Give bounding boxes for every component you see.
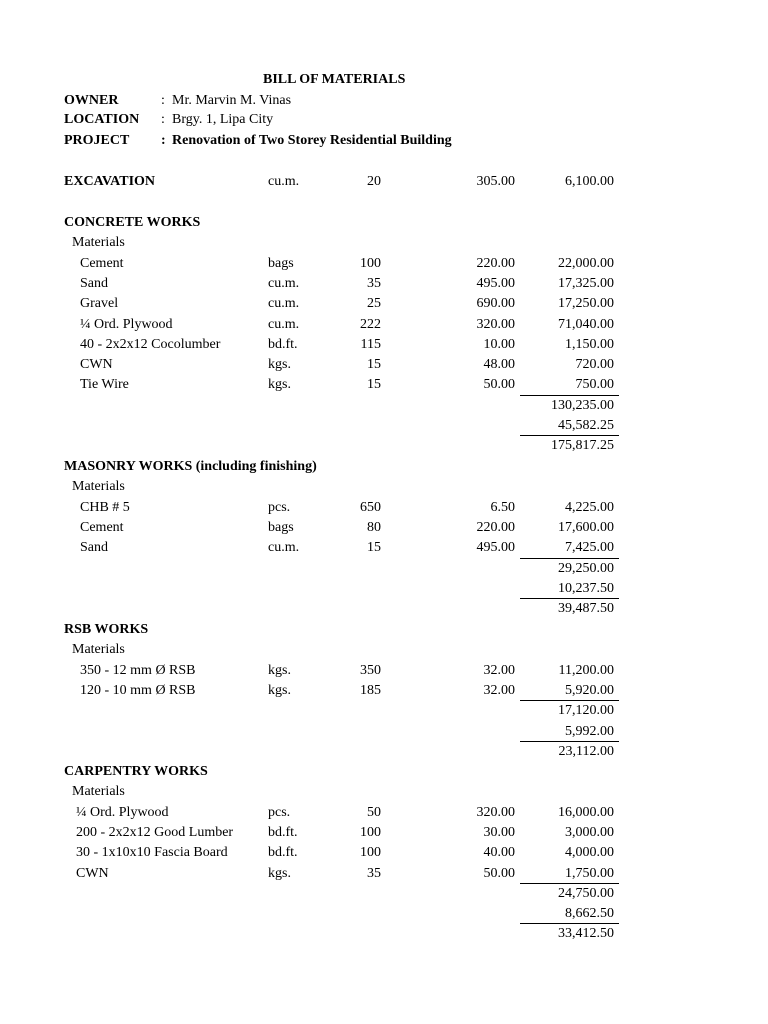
item-unit-price: 32.00: [483, 682, 515, 698]
concrete-section-title: CONCRETE WORKS: [64, 215, 201, 230]
carpentry-total: 33,412.50: [558, 926, 614, 942]
concrete-total: 175,817.25: [551, 438, 614, 454]
item-unit-price: 320.00: [476, 804, 515, 820]
item-unit: kgs.: [268, 682, 291, 698]
carpentry-subtotal: 24,750.00: [558, 885, 614, 901]
item-amount: 4,000.00: [565, 845, 614, 861]
table-row: [0, 295, 768, 315]
table-row: [0, 316, 768, 336]
subtotal-rule: [520, 558, 619, 559]
item-quantity: 185: [360, 682, 381, 698]
rsb-total: 23,112.00: [558, 743, 614, 759]
table-row: [0, 844, 768, 864]
table-row: [0, 539, 768, 559]
item-description: CWN: [76, 865, 109, 881]
concrete-labor-cost: 45,582.25: [558, 418, 614, 433]
owner-value: Mr. Marvin M. Vinas: [172, 93, 292, 108]
location-value: Brgy. 1, Lipa City: [172, 112, 274, 127]
item-unit: pcs.: [268, 499, 291, 515]
project-value: Renovation of Two Storey Residential Building: [172, 133, 452, 148]
masonry-total: 39,487.50: [558, 601, 614, 617]
rsb-materials-label: Materials: [72, 642, 125, 658]
item-amount: 7,425.00: [565, 540, 614, 556]
item-quantity: 100: [360, 255, 381, 271]
project-separator: :: [161, 133, 166, 148]
item-quantity: 650: [360, 499, 381, 515]
item-unit-price: 10.00: [483, 336, 515, 352]
subtotal-rule: [520, 700, 619, 701]
masonry-section-title: MASONRY WORKS (including finishing): [64, 459, 317, 474]
item-description: ¼ Ord. Plywood: [80, 316, 173, 332]
table-row: [0, 255, 768, 275]
table-row: [0, 356, 768, 376]
rsb-section-title: RSB WORKS: [64, 622, 149, 637]
item-description: CWN: [80, 357, 113, 373]
rsb-labor-cost: 5,992.00: [565, 723, 614, 739]
item-amount: 3,000.00: [565, 824, 614, 840]
item-unit: bags: [268, 255, 294, 271]
document-title: BILL OF MATERIALS: [263, 72, 406, 87]
item-unit: bags: [268, 519, 294, 535]
item-unit-price: 6.50: [490, 499, 515, 515]
item-amount: 71,040.00: [558, 316, 614, 332]
item-description: CHB # 5: [80, 499, 130, 515]
item-unit: cu.m.: [268, 296, 300, 312]
item-quantity: 222: [360, 316, 381, 332]
excavation-title: EXCAVATION: [64, 174, 156, 189]
item-amount: 22,000.00: [558, 255, 614, 271]
carpentry-section-title: CARPENTRY WORKS: [64, 764, 208, 779]
owner-separator: :: [161, 93, 165, 108]
item-amount: 17,325.00: [558, 275, 614, 291]
item-quantity: 100: [360, 824, 381, 840]
masonry-subtotal: 29,250.00: [558, 560, 614, 576]
project-label: PROJECT: [64, 133, 130, 148]
item-unit: bd.ft.: [268, 336, 298, 352]
item-unit: cu.m.: [268, 275, 300, 291]
masonry-materials-label: Materials: [72, 479, 125, 495]
item-unit-price: 32.00: [483, 662, 515, 678]
item-amount: 720.00: [575, 357, 614, 373]
carpentry-labor-cost: 8,662.50: [565, 906, 614, 922]
excavation-unit: cu.m.: [268, 174, 300, 189]
item-description: Gravel: [80, 296, 119, 312]
table-row: [0, 682, 768, 702]
subtotal-rule: [520, 883, 619, 884]
item-amount: 4,225.00: [565, 499, 614, 515]
item-unit: bd.ft.: [268, 845, 298, 861]
item-unit: cu.m.: [268, 316, 300, 332]
subtotal-rule: [520, 395, 619, 396]
total-rule: [520, 598, 619, 599]
item-quantity: 80: [367, 519, 381, 535]
item-amount: 1,150.00: [565, 336, 614, 352]
table-row: [0, 499, 768, 519]
item-unit-price: 220.00: [476, 255, 515, 271]
table-row: [0, 376, 768, 396]
total-rule: [520, 741, 619, 742]
item-description: Sand: [80, 540, 108, 556]
item-unit-price: 48.00: [483, 357, 515, 373]
item-amount: 750.00: [575, 377, 614, 393]
masonry-labor-cost: 10,237.50: [558, 580, 614, 596]
item-unit: pcs.: [268, 804, 291, 820]
item-amount: 11,200.00: [558, 662, 614, 678]
item-description: 200 - 2x2x12 Good Lumber: [76, 824, 234, 840]
item-amount: 5,920.00: [565, 682, 614, 698]
table-row: [0, 865, 768, 885]
item-unit-price: 220.00: [476, 519, 515, 535]
item-description: Tie Wire: [80, 377, 129, 393]
item-quantity: 350: [360, 662, 381, 678]
concrete-subtotal: 130,235.00: [551, 397, 614, 413]
excavation-price: 305.00: [476, 174, 515, 189]
item-description: Sand: [80, 275, 108, 291]
item-quantity: 100: [360, 845, 381, 861]
total-rule: [520, 435, 619, 436]
item-amount: 17,600.00: [558, 519, 614, 535]
item-unit: kgs.: [268, 662, 291, 678]
item-unit-price: 50.00: [483, 865, 515, 881]
item-unit-price: 40.00: [483, 845, 515, 861]
table-row: [0, 662, 768, 682]
carpentry-materials-label: Materials: [72, 784, 125, 800]
item-unit-price: 320.00: [476, 316, 515, 332]
item-description: 30 - 1x10x10 Fascia Board: [76, 845, 228, 861]
table-row: [0, 519, 768, 539]
item-description: Cement: [80, 519, 124, 535]
item-unit-price: 495.00: [476, 275, 515, 291]
item-amount: 17,250.00: [558, 296, 614, 312]
table-row: [0, 824, 768, 844]
item-description: 350 - 12 mm Ø RSB: [80, 662, 196, 678]
item-quantity: 15: [367, 377, 381, 393]
item-unit: kgs.: [268, 357, 291, 373]
item-description: 40 - 2x2x12 Cocolumber: [80, 336, 221, 352]
item-description: Cement: [80, 255, 124, 271]
location-separator: :: [161, 112, 165, 127]
item-quantity: 50: [367, 804, 381, 820]
item-description: ¼ Ord. Plywood: [76, 804, 169, 820]
excavation-qty: 20: [367, 174, 381, 189]
item-unit-price: 30.00: [483, 824, 515, 840]
total-rule: [520, 923, 619, 924]
excavation-amount: 6,100.00: [565, 174, 614, 189]
item-quantity: 15: [367, 357, 381, 373]
concrete-materials-label: Materials: [72, 235, 125, 251]
item-unit: bd.ft.: [268, 824, 298, 840]
item-amount: 16,000.00: [558, 804, 614, 820]
item-unit: cu.m.: [268, 540, 300, 556]
table-row: [0, 275, 768, 295]
rsb-subtotal: 17,120.00: [558, 703, 614, 719]
item-unit: kgs.: [268, 865, 291, 881]
table-row: [0, 804, 768, 824]
item-unit-price: 495.00: [476, 540, 515, 556]
item-quantity: 35: [367, 275, 381, 291]
item-unit: kgs.: [268, 377, 291, 393]
item-quantity: 35: [367, 865, 381, 881]
item-amount: 1,750.00: [565, 865, 614, 881]
item-unit-price: 690.00: [476, 296, 515, 312]
item-unit-price: 50.00: [483, 377, 515, 393]
table-row: [0, 336, 768, 356]
item-quantity: 115: [360, 336, 381, 352]
excavation-row: [0, 173, 768, 193]
owner-label: OWNER: [64, 93, 119, 108]
location-label: LOCATION: [64, 112, 140, 127]
item-quantity: 15: [367, 540, 381, 556]
item-quantity: 25: [367, 296, 381, 312]
item-description: 120 - 10 mm Ø RSB: [80, 682, 196, 698]
